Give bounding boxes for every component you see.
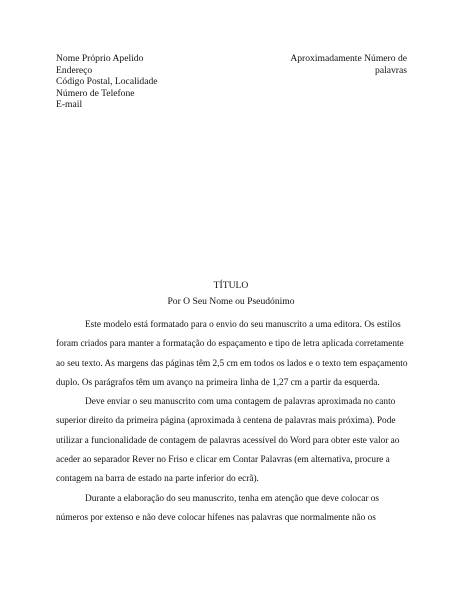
author-name[interactable]: Nome Próprio Apelido bbox=[56, 53, 144, 64]
author-postal-code[interactable]: Código Postal, Localidade bbox=[56, 76, 158, 87]
author-contact-block bbox=[56, 53, 158, 111]
author-address[interactable]: Endereço bbox=[56, 64, 93, 76]
manuscript-body bbox=[56, 316, 408, 528]
word-count-label[interactable]: Aproximadamente Número de palavras bbox=[290, 53, 407, 76]
author-phone[interactable]: Número de Telefone bbox=[56, 87, 135, 99]
body-paragraph[interactable]: Durante a elaboração do seu manuscrito, tenha em atenção que deve colocar os números por extenso e não deve colocar hífenes nas palavras que normalmente não os bbox=[56, 493, 380, 523]
author-email[interactable]: E-mail bbox=[56, 99, 83, 110]
manuscript-title[interactable]: TÍTULO bbox=[213, 280, 249, 291]
manuscript-byline[interactable]: Por O Seu Nome ou Pseudónimo bbox=[167, 296, 295, 307]
body-paragraph[interactable]: Deve enviar o seu manuscrito com uma contagem de palavras aproximada no canto superior direito da primeira página (aproximada à centena de palavras mais próxima). Pode utilizar a funcionalidade de contagem de palavras acessível do Word para obter este valor ao aceder ao separador Rever no Friso e clicar em Contar Palavras (em alternativa, procure a contagem na barra de estado na parte inferior do ecrã). bbox=[56, 397, 400, 485]
body-paragraph[interactable]: Este modelo está formatado para o envio do seu manuscrito a uma editora. Os estilos foram criados para manter a formatação do espaçamento e tipo de letra aplicada corretamente ao seu texto. As margens das páginas têm 2,5 cm em todos os lados e o texto tem espaçamento duplo. Os parágrafos têm um avanço na primeira linha de 1,27 cm a partir da esquerda. bbox=[56, 320, 408, 388]
